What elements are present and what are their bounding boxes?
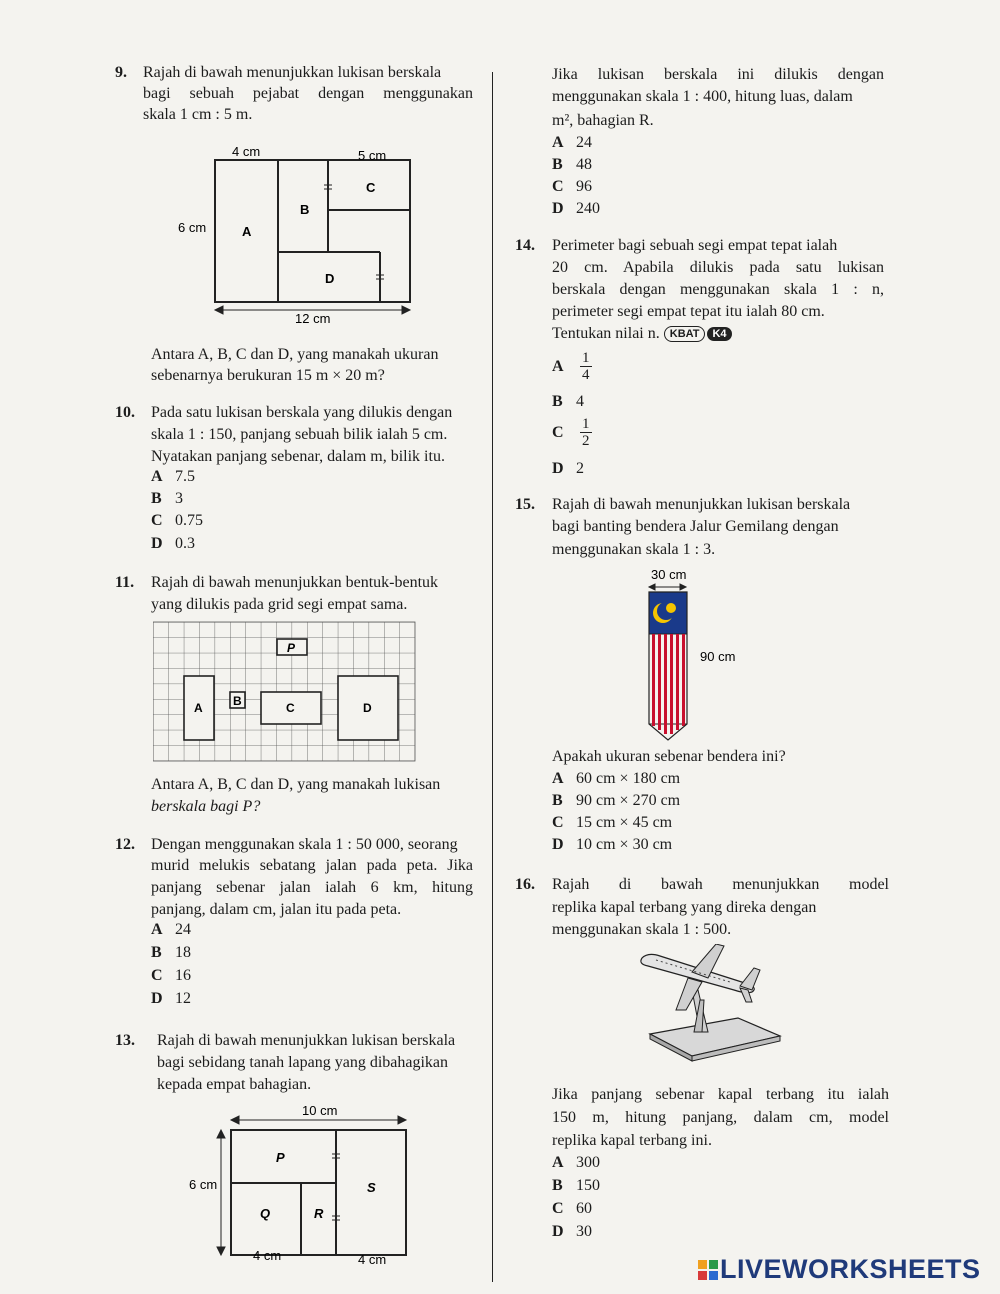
q16-ask-3: replika kapal terbang ini. — [552, 1132, 712, 1149]
liveworksheets-logo-text: LIVEWORKSHEETS — [720, 1254, 981, 1284]
q16-option-c[interactable]: C 60 — [552, 1200, 592, 1217]
q13-option-c[interactable]: C 96 — [552, 178, 592, 195]
q10-text-3: Nyatakan panjang sebenar, dalam m, bilik itu. — [151, 448, 445, 465]
fraction-one-quarter: $\frac{1}{4}$ — [582, 350, 590, 383]
q12-text-1: Dengan menggunakan skala 1 : 50 000, seorang — [151, 836, 458, 853]
q13-text-1: Rajah di bawah menunjukkan lukisan berskala — [157, 1032, 456, 1049]
q16-option-b[interactable]: B 150 — [552, 1177, 600, 1194]
q14-text-1: Perimeter bagi sebuah segi empat tepat ialah — [552, 237, 838, 254]
q13-option-d[interactable]: D 240 — [552, 200, 600, 217]
q13-region-q: Q — [260, 1206, 271, 1221]
q9-ask-1: Antara A, B, C dan D, yang manakah ukuran — [151, 346, 439, 363]
q15-option-a[interactable]: A 60 cm × 180 cm — [552, 770, 681, 787]
q13-region-r: R — [314, 1206, 324, 1221]
q15-text-1: Rajah di bawah menunjukkan lukisan berskala — [552, 496, 851, 513]
q14-text-4: perimeter segi empat tepat itu ialah 80 cm. — [552, 303, 825, 320]
q13-region-s: S — [367, 1180, 376, 1195]
q14-option-a[interactable]: A $\frac{1}{4}$ — [552, 350, 590, 383]
q10-option-c[interactable]: C 0.75 — [151, 512, 203, 529]
q13-option-b[interactable]: B 48 — [552, 156, 592, 173]
flag-star-icon — [666, 603, 676, 613]
q11-label-c: C — [286, 701, 295, 715]
q13-text-3: kepada empat bahagian. — [157, 1076, 312, 1093]
q9-label-4cm: 4 cm — [232, 144, 261, 159]
q9-label-6cm: 6 cm — [178, 220, 207, 235]
q11-label-d: D — [363, 701, 372, 715]
q11-text-1: Rajah di bawah menunjukkan bentuk-bentuk — [151, 574, 439, 591]
q12-option-c[interactable]: C 16 — [151, 967, 191, 984]
q14-option-c[interactable]: C $\frac{1}{2}$ — [552, 416, 590, 449]
q13-cont-3: m², bahagian R. — [552, 112, 654, 129]
q11-square-grid — [153, 620, 416, 763]
q9-ask-2: sebenarnya berukuran 15 m × 20 m? — [151, 367, 385, 384]
q14-option-b[interactable]: B 4 — [552, 393, 584, 410]
q15-ask: Apakah ukuran sebenar bendera ini? — [552, 748, 786, 765]
q9-label-12cm: 12 cm — [295, 311, 331, 326]
q15-label-90cm: 90 cm — [700, 649, 736, 664]
q13-cont-1: Jika lukisan berskala ini dilukis dengan — [552, 66, 884, 83]
q11-number: 11. — [115, 574, 135, 591]
column-divider — [492, 72, 493, 1282]
q10-number: 10. — [115, 404, 135, 421]
q9-number: 9. — [115, 64, 127, 81]
q13-label-4cm-right: 4 cm — [358, 1252, 387, 1267]
q13-label-6cm: 6 cm — [189, 1177, 218, 1192]
q10-text-2: skala 1 : 150, panjang sebuah bilik ialah 5 cm. — [151, 426, 448, 443]
q9-text-3: skala 1 cm : 5 m. — [143, 106, 253, 123]
q9-region-c: C — [366, 180, 376, 195]
q13-option-a[interactable]: A 24 — [552, 134, 592, 151]
q12-option-d[interactable]: D 12 — [151, 990, 191, 1007]
q12-text-4: panjang, dalam cm, jalan itu pada peta. — [151, 901, 402, 918]
q16-option-d[interactable]: D 30 — [552, 1223, 592, 1240]
q15-flag-banner — [640, 564, 750, 744]
q16-option-a[interactable]: A 300 — [552, 1154, 600, 1171]
q10-option-b[interactable]: B 3 — [151, 490, 183, 507]
q14-text-3: berskala dengan menggunakan skala 1 : n, — [552, 281, 884, 298]
q13-region-p: P — [276, 1150, 285, 1165]
q15-label-30cm: 30 cm — [651, 567, 687, 582]
q16-airplane-model — [630, 944, 790, 1062]
q11-ask-1: Antara A, B, C dan D, yang manakah lukisan — [151, 776, 441, 793]
k4-badge: K4 — [707, 327, 731, 341]
q12-text-2: murid melukis sebatang jalan pada peta. Jika — [151, 857, 473, 874]
q14-text-5: Tentukan nilai n. KBAT K4 — [552, 323, 732, 344]
q9-text-2: bagi sebuah pejabat dengan menggunakan — [143, 85, 473, 102]
liveworksheets-logo — [698, 1254, 981, 1285]
q15-number: 15. — [515, 496, 535, 513]
q9-text-1: Rajah di bawah menunjukkan lukisan berskala — [143, 64, 442, 81]
q10-option-d[interactable]: D 0.3 — [151, 535, 195, 552]
q13-label-10cm: 10 cm — [302, 1103, 338, 1118]
q10-text-1: Pada satu lukisan berskala yang dilukis dengan — [151, 404, 453, 421]
q10-option-a[interactable]: A 7.5 — [151, 468, 195, 485]
q11-label-p: P — [287, 641, 296, 655]
q15-text-2: bagi banting bendera Jalur Gemilang dengan — [552, 518, 839, 535]
q15-option-d[interactable]: D 10 cm × 30 cm — [552, 836, 673, 853]
liveworksheets-logo-icon — [698, 1260, 718, 1280]
q12-option-b[interactable]: B 18 — [151, 944, 191, 961]
q13-cont-2: menggunakan skala 1 : 400, hitung luas, dalam — [552, 88, 853, 105]
q13-number: 13. — [115, 1032, 135, 1049]
q15-option-b[interactable]: B 90 cm × 270 cm — [552, 792, 681, 809]
q16-ask-1: Jika panjang sebenar kapal terbang itu ialah — [552, 1086, 889, 1103]
q11-ask-2: berskala bagi P? — [151, 798, 261, 815]
q9-label-5cm: 5 cm — [358, 148, 387, 163]
q14-number: 14. — [515, 237, 535, 254]
q13-label-4cm-left: 4 cm — [253, 1248, 282, 1263]
q11-label-a: A — [194, 701, 203, 715]
q14-option-d[interactable]: D 2 — [552, 460, 584, 477]
q15-option-c[interactable]: C 15 cm × 45 cm — [552, 814, 673, 831]
q9-region-b: B — [300, 202, 310, 217]
q12-option-a[interactable]: A 24 — [151, 921, 191, 938]
q12-number: 12. — [115, 836, 135, 853]
q9-region-d: D — [325, 271, 335, 286]
q16-text-2: replika kapal terbang yang direka dengan — [552, 899, 817, 916]
q11-label-b: B — [233, 694, 242, 708]
flag-stripes — [649, 634, 687, 734]
q16-text-1: Rajah di bawah menunjukkan model — [552, 876, 889, 893]
q16-number: 16. — [515, 876, 535, 893]
q12-text-3: panjang sebenar jalan ialah 6 km, hitung — [151, 879, 473, 896]
q16-ask-2: 150 m, hitung panjang, dalam cm, model — [552, 1109, 889, 1126]
q16-text-3: menggunakan skala 1 : 500. — [552, 921, 732, 938]
q13-field-diagram — [186, 1100, 416, 1272]
q13-text-2: bagi sebidang tanah lapang yang dibahagikan — [157, 1054, 449, 1071]
q14-text-2: 20 cm. Apabila dilukis pada satu lukisan — [552, 259, 884, 276]
q11-text-2: yang dilukis pada grid segi empat sama. — [151, 596, 408, 613]
q9-region-a: A — [242, 224, 252, 239]
q15-text-3: menggunakan skala 1 : 3. — [552, 541, 716, 558]
q9-office-diagram — [170, 140, 430, 330]
kbat-badge: KBAT — [664, 326, 706, 342]
fraction-one-half: $\frac{1}{2}$ — [582, 416, 590, 449]
